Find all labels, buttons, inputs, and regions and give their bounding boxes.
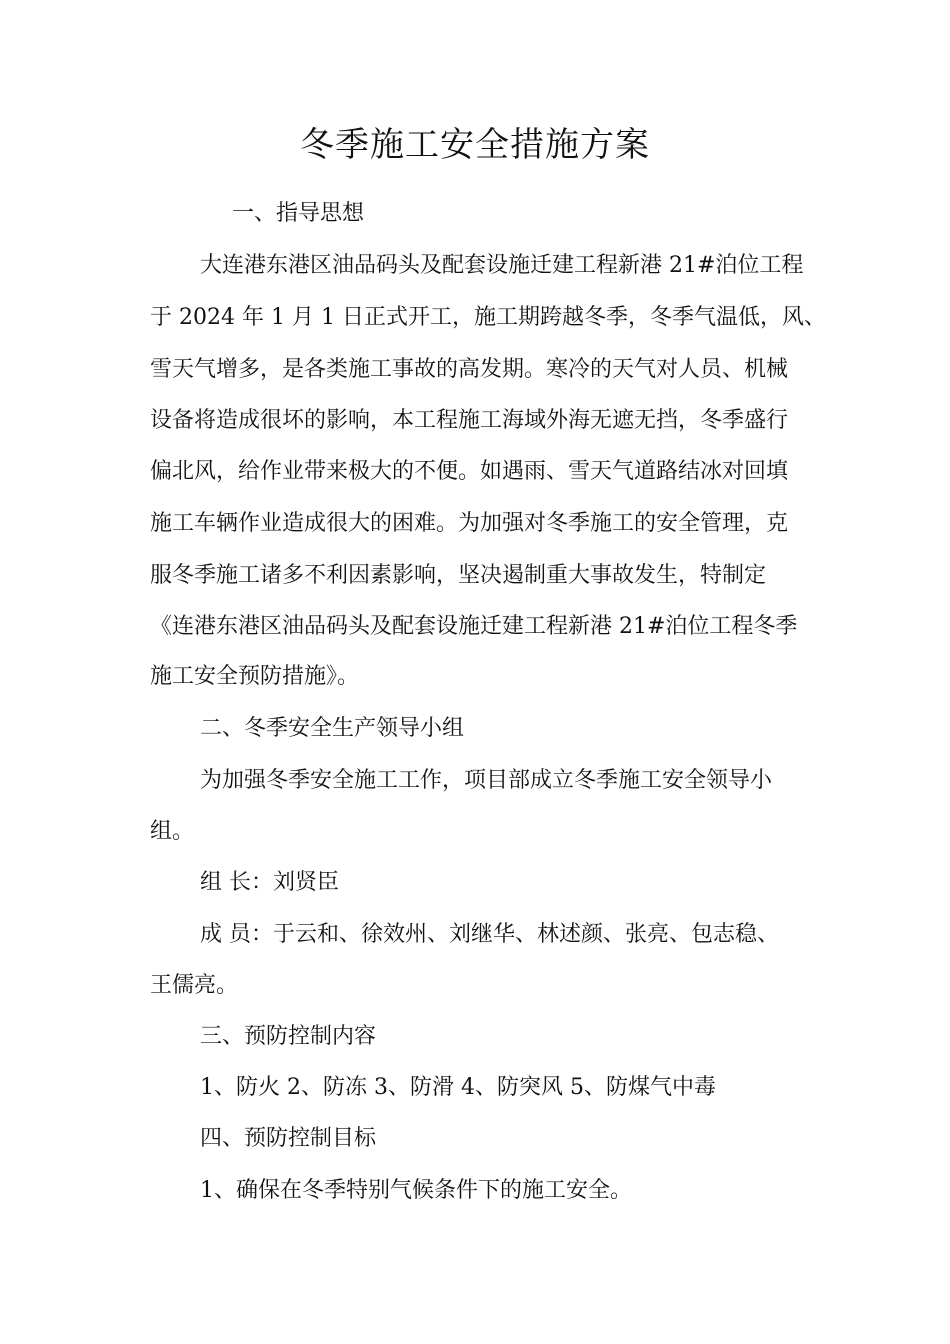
section-1-para-line-9: 施工安全预防措施》。 <box>150 664 360 689</box>
section-4-heading: 四、预防控制目标 <box>200 1126 377 1151</box>
section-1-heading: 一、指导思想 <box>232 201 365 226</box>
section-3-heading: 三、预防控制内容 <box>200 1024 377 1049</box>
section-1-para-line-6: 施工车辆作业造成很大的困难。为加强对冬季施工的安全管理，克 <box>150 511 789 536</box>
group-members-line-1: 成 员：于云和、徐效州、刘继华、林述颜、张亮、包志稳、 <box>200 922 779 947</box>
section-2-heading: 二、冬季安全生产领导小组 <box>200 716 465 741</box>
section-1-para-line-7: 服冬季施工诸多不利因素影响，坚决遏制重大事故发生，特制定 <box>150 563 767 588</box>
section-4-item-1: 1、确保在冬季特别气候条件下的施工安全。 <box>200 1178 632 1203</box>
section-2-para-line-2: 组。 <box>150 819 195 844</box>
section-1-para-line-2: 于 2024 年 1 月 1 日正式开工，施工期跨越冬季，冬季气温低，风、 <box>150 305 826 330</box>
section-1-para-line-5: 偏北风，给作业带来极大的不便。如遇雨、雪天气道路结冰对回填 <box>150 459 789 484</box>
section-1-para-line-8: 《连港东港区油品码头及配套设施迁建工程新港 21#泊位工程冬季 <box>150 614 798 639</box>
document-title: 冬季施工安全措施方案 <box>300 125 650 165</box>
section-1-para-line-4: 设备将造成很坏的影响，本工程施工海域外海无遮无挡，冬季盛行 <box>150 408 789 433</box>
section-3-content: 1、防火 2、防冻 3、防滑 4、防突风 5、防煤气中毒 <box>200 1075 716 1100</box>
group-members-line-2: 王儒亮。 <box>150 973 239 998</box>
section-1-para-line-1: 大连港东港区油品码头及配套设施迁建工程新港 21#泊位工程 <box>200 253 804 278</box>
section-2-para-line-1: 为加强冬季安全施工工作，项目部成立冬季施工安全领导小 <box>200 768 773 793</box>
section-1-para-line-3: 雪天气增多，是各类施工事故的高发期。寒冷的天气对人员、机械 <box>150 357 789 382</box>
group-leader: 组 长：刘贤臣 <box>200 870 339 895</box>
